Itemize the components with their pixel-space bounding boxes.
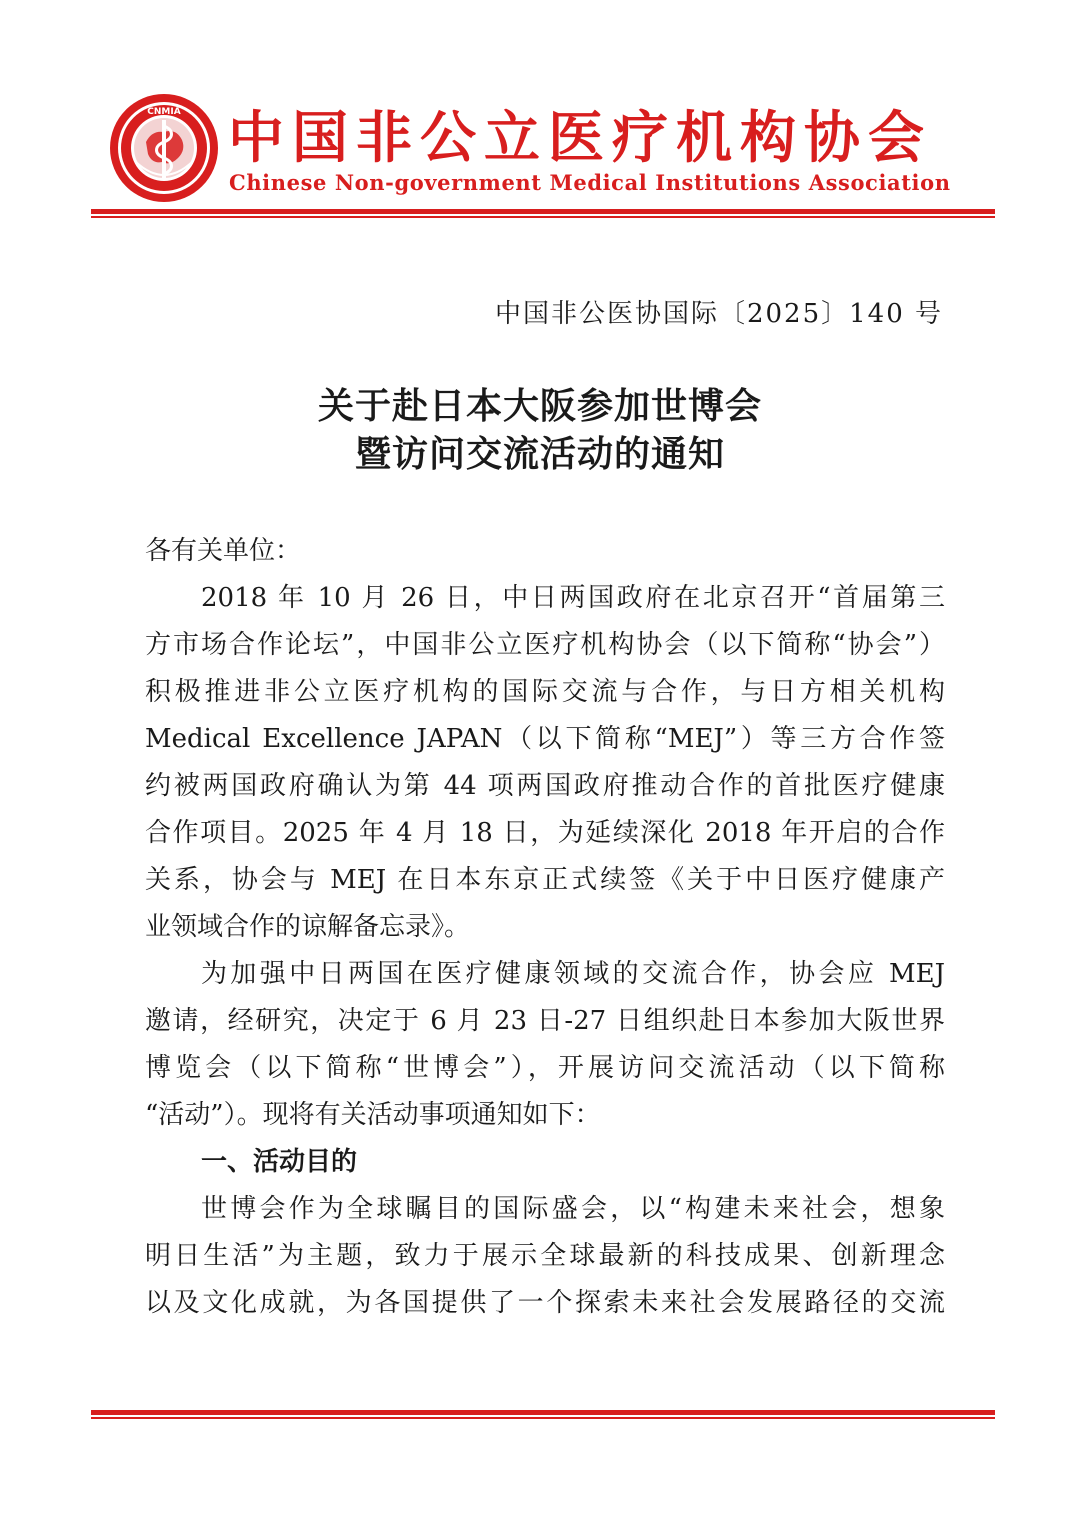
paragraph-activity-purpose <box>145 1186 945 1327</box>
section-heading-1 <box>145 1139 945 1186</box>
association-seal-icon <box>108 92 220 204</box>
salutation-text: 各有关单位： <box>145 536 302 566</box>
paragraph-line: 邀请，经研究，决定于 6 月 23 日-27 日组织赴日本参加大阪世界 <box>145 1006 945 1036</box>
paragraph-line: 业领域合作的谅解备忘录》。 <box>145 912 471 942</box>
paragraph-line: 以及文化成就，为各国提供了一个探索未来社会发展路径的交流 <box>145 1288 945 1318</box>
footer-divider <box>91 1410 995 1419</box>
paragraph-line: 方市场合作论坛”，中国非公立医疗机构协会（以下简称“协会”） <box>145 630 945 660</box>
paragraph-background <box>145 575 945 951</box>
document-number: 中国非公医协国际〔2025〕140 号 <box>494 299 943 329</box>
salutation <box>145 528 945 575</box>
document-title-line-2: 暨访问交流活动的通知 <box>354 434 725 475</box>
section-heading-text: 一、活动目的 <box>201 1147 358 1177</box>
document-title-line-1: 关于赴日本大阪参加世博会 <box>317 386 762 427</box>
header-divider <box>91 209 995 218</box>
paragraph-line: 世博会作为全球瞩目的国际盛会，以“构建未来社会，想象 <box>201 1194 945 1224</box>
paragraph-line: 关系，协会与 MEJ 在日本东京正式续签《关于中日医疗健康产 <box>145 865 945 895</box>
letterhead <box>0 0 1080 230</box>
paragraph-purpose <box>145 951 945 1139</box>
organization-name-chinese: 中国非公立医疗机构协会 <box>228 106 932 171</box>
paragraph-line: Medical Excellence JAPAN（以下简称“MEJ”）等三方合作签 <box>145 724 945 754</box>
paragraph-line: 积极推进非公立医疗机构的国际交流与合作，与日方相关机构 <box>145 677 945 707</box>
paragraph-line: 为加强中日两国在医疗健康领域的交流合作，协会应 MEJ <box>201 959 945 989</box>
paragraph-line: 2018 年 10 月 26 日，中日两国政府在北京召开“首届第三 <box>201 583 945 613</box>
paragraph-line: 约被两国政府确认为第 44 项两国政府推动合作的首批医疗健康 <box>145 771 945 801</box>
paragraph-line: 明日生活”为主题，致力于展示全球最新的科技成果、创新理念 <box>145 1241 945 1271</box>
organization-name-english: Chinese Non-government Medical Institutions Association <box>229 170 951 195</box>
paragraph-line: 博览会（以下简称“世博会”），开展访问交流活动（以下简称 <box>145 1053 945 1083</box>
paragraph-line: 合作项目。2025 年 4 月 18 日，为延续深化 2018 年开启的合作 <box>145 818 945 848</box>
svg-text:CNMIA: CNMIA <box>147 107 181 117</box>
paragraph-line: “活动”）。现将有关活动事项通知如下： <box>145 1100 601 1130</box>
